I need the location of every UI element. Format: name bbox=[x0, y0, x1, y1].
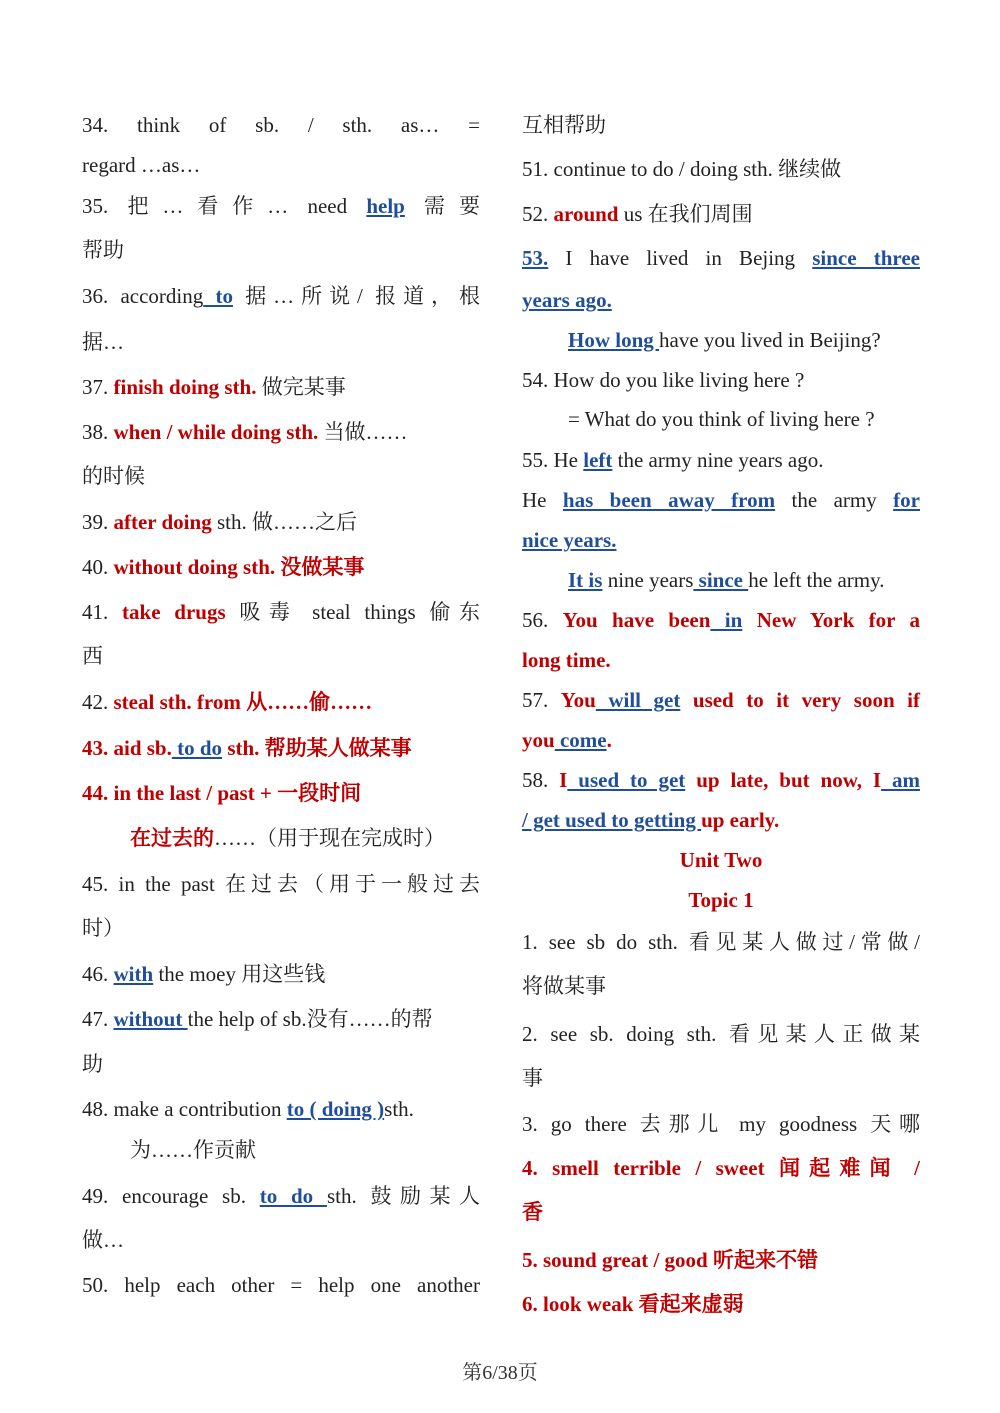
text-segment: 46. bbox=[82, 962, 114, 986]
text-segment: 据…所说/ 报道，根 bbox=[232, 284, 480, 308]
text-segment: come bbox=[554, 728, 607, 752]
text-segment: 57. bbox=[522, 688, 561, 712]
left-line bbox=[82, 869, 480, 899]
text-segment: us 在我们周围 bbox=[618, 202, 753, 226]
text-segment: I have lived in Bejing bbox=[548, 246, 813, 270]
text-segment: with bbox=[113, 962, 154, 986]
text-segment: I bbox=[559, 768, 568, 792]
text-segment: take drugs bbox=[122, 600, 226, 624]
text-segment: 互相帮助 bbox=[522, 113, 606, 137]
text-segment: 51. continue to do / doing sth. 继续做 bbox=[522, 157, 842, 181]
left-line bbox=[82, 1135, 480, 1165]
text-segment: since bbox=[693, 568, 749, 592]
text-segment: 48. make a contribution bbox=[82, 1097, 287, 1121]
right-line bbox=[522, 1063, 920, 1093]
text-segment: 56. bbox=[522, 608, 563, 632]
text-segment: 为……作贡献 bbox=[130, 1138, 256, 1162]
right-line bbox=[522, 927, 920, 957]
text-segment: regard …as… bbox=[82, 153, 201, 177]
text-segment: 西 bbox=[82, 644, 103, 668]
text-segment: 2. see sb. doing sth. 看见某人正做某 bbox=[522, 1022, 920, 1046]
text-segment: / get used to getting bbox=[522, 808, 702, 832]
left-line bbox=[82, 1094, 480, 1124]
left-line bbox=[82, 1225, 480, 1255]
text-segment: Topic 1 bbox=[688, 888, 754, 912]
right-line bbox=[522, 765, 920, 795]
right-line bbox=[522, 110, 920, 140]
right-line bbox=[522, 605, 920, 635]
right-line bbox=[522, 1019, 920, 1049]
right-line bbox=[522, 1109, 920, 1139]
text-segment: 53. bbox=[522, 246, 549, 270]
text-segment: sth. 鼓励某人 bbox=[326, 1184, 480, 1208]
text-segment: 49. encourage sb. bbox=[82, 1184, 260, 1208]
right-line bbox=[522, 1245, 920, 1275]
left-line bbox=[82, 823, 480, 853]
text-segment: will get bbox=[595, 688, 681, 712]
text-segment: 4. smell terrible / sweet 闻起难闻 / bbox=[522, 1156, 920, 1180]
left-line bbox=[82, 778, 480, 808]
text-segment: ……（用于现在完成时） bbox=[214, 826, 445, 850]
right-line bbox=[522, 1153, 920, 1183]
page-number: 第6/38页 bbox=[462, 1362, 538, 1384]
text-segment: sth. 帮助某人做某事 bbox=[222, 736, 412, 760]
text-segment: 帮助 bbox=[82, 238, 124, 262]
text-segment: 没做某事 bbox=[280, 555, 365, 579]
left-line bbox=[82, 110, 480, 140]
left-line bbox=[82, 191, 480, 221]
right-line bbox=[522, 1197, 920, 1227]
left-line bbox=[82, 1181, 480, 1211]
text-segment: 54. How do you like living here ? bbox=[522, 368, 805, 392]
text-segment: to do bbox=[171, 736, 223, 760]
left-line bbox=[82, 235, 480, 265]
text-segment: has been away from bbox=[562, 488, 776, 512]
left-line bbox=[82, 281, 480, 311]
right-line bbox=[522, 199, 920, 229]
right-line bbox=[522, 971, 920, 1001]
left-line bbox=[82, 1049, 480, 1079]
text-segment: after doing bbox=[113, 510, 212, 534]
right-line bbox=[522, 645, 920, 675]
text-segment: 45. in the past 在过去（用于一般过去 bbox=[82, 872, 480, 896]
left-line bbox=[82, 507, 480, 537]
text-segment: when / while doing sth. bbox=[113, 420, 319, 444]
text-segment: 36. according bbox=[82, 284, 204, 308]
right-line bbox=[522, 885, 920, 915]
text-segment: He bbox=[522, 488, 563, 512]
text-segment: 47. bbox=[82, 1007, 114, 1031]
left-line bbox=[82, 1270, 480, 1300]
text-segment: used to it very soon if bbox=[680, 688, 921, 712]
left-line bbox=[82, 913, 480, 943]
right-line bbox=[522, 404, 920, 434]
text-segment: 做… bbox=[82, 1228, 124, 1252]
text-segment: 需要 bbox=[404, 194, 480, 218]
text-segment: nice years. bbox=[522, 528, 617, 552]
left-line bbox=[82, 959, 480, 989]
text-segment: 当做…… bbox=[318, 420, 408, 444]
left-line bbox=[82, 733, 480, 763]
text-segment: 43. aid sb. bbox=[82, 736, 172, 760]
text-segment: New York for a bbox=[742, 608, 920, 632]
text-segment: 38. bbox=[82, 420, 114, 444]
text-segment: It is bbox=[568, 568, 603, 592]
left-line bbox=[82, 552, 480, 582]
text-segment: around bbox=[553, 202, 619, 226]
text-segment: 44. in the last / past + 一段时间 bbox=[82, 781, 362, 805]
text-segment: up late, but now, I bbox=[685, 768, 882, 792]
text-segment: 事 bbox=[522, 1066, 543, 1090]
right-line bbox=[522, 485, 920, 515]
right-line bbox=[522, 154, 920, 184]
text-segment: finish doing sth. bbox=[113, 375, 257, 399]
right-line bbox=[522, 243, 920, 273]
text-segment: 37. bbox=[82, 375, 114, 399]
right-line bbox=[522, 365, 920, 395]
left-line bbox=[82, 417, 480, 447]
left-line bbox=[82, 372, 480, 402]
left-line bbox=[82, 150, 480, 180]
text-segment: 时） bbox=[82, 916, 124, 940]
right-line bbox=[522, 285, 920, 315]
text-segment: 35. 把…看作… need bbox=[82, 194, 367, 218]
text-segment: 1. see sb do sth. 看见某人做过/常做/ bbox=[522, 930, 920, 954]
text-segment: 50. help each other = help one another bbox=[82, 1273, 480, 1297]
text-segment: without bbox=[113, 1007, 188, 1031]
text-segment: 41. bbox=[82, 600, 123, 624]
right-line bbox=[522, 565, 920, 595]
text-segment: 据… bbox=[82, 330, 124, 354]
left-line bbox=[82, 461, 480, 491]
left-line bbox=[82, 641, 480, 671]
text-segment: to bbox=[203, 284, 233, 308]
text-segment: he left the army. bbox=[748, 568, 885, 592]
right-line bbox=[522, 445, 920, 475]
right-line bbox=[522, 1289, 920, 1319]
text-segment: up early. bbox=[701, 808, 780, 832]
text-segment: used to get bbox=[567, 768, 686, 792]
right-line bbox=[522, 325, 920, 355]
text-segment: years ago. bbox=[522, 288, 612, 312]
right-line bbox=[522, 685, 920, 715]
left-line bbox=[82, 687, 480, 717]
text-segment: the army bbox=[775, 488, 894, 512]
text-segment: for bbox=[893, 488, 920, 512]
text-segment: 34. think of sb. / sth. as… = bbox=[82, 113, 480, 137]
text-segment: help bbox=[366, 194, 405, 218]
text-segment: 55. He bbox=[522, 448, 584, 472]
left-line bbox=[82, 327, 480, 357]
text-segment: 39. bbox=[82, 510, 114, 534]
text-segment: 58. bbox=[522, 768, 560, 792]
text-segment: How long bbox=[568, 328, 660, 352]
text-segment: 吸毒 steal things 偷东 bbox=[225, 600, 480, 624]
text-segment: = What do you think of living here ? bbox=[568, 407, 875, 431]
text-segment: to ( doing ) bbox=[286, 1097, 385, 1121]
right-line bbox=[522, 525, 920, 555]
text-segment: 做完某事 bbox=[256, 375, 346, 399]
text-segment: steal sth. from bbox=[113, 690, 241, 714]
text-segment: 5. sound great / good 听起来不错 bbox=[522, 1248, 818, 1272]
text-segment: without doing sth. bbox=[113, 555, 276, 579]
text-segment: 3. go there 去那儿 my goodness 天哪 bbox=[522, 1112, 920, 1136]
text-segment: . bbox=[606, 728, 612, 752]
text-segment: You bbox=[560, 688, 596, 712]
text-segment: the army nine years ago. bbox=[612, 448, 824, 472]
text-segment: 助 bbox=[82, 1052, 103, 1076]
text-segment: 在过去的 bbox=[130, 826, 214, 850]
right-line bbox=[522, 805, 920, 835]
text-segment: You have been bbox=[562, 608, 711, 632]
left-line bbox=[82, 1004, 480, 1034]
text-segment: Unit Two bbox=[679, 848, 763, 872]
text-segment: since three bbox=[812, 246, 920, 270]
text-segment: 6. look weak 看起来虚弱 bbox=[522, 1292, 744, 1316]
text-segment: the help of sb.没有……的帮 bbox=[187, 1007, 433, 1031]
text-segment: sth. bbox=[384, 1097, 414, 1121]
text-segment: have you lived in Beijing? bbox=[659, 328, 881, 352]
left-line bbox=[82, 597, 480, 627]
right-line bbox=[522, 725, 920, 755]
text-segment: 52. bbox=[522, 202, 554, 226]
text-segment: 的时候 bbox=[82, 464, 145, 488]
text-segment: am bbox=[881, 768, 921, 792]
text-segment: 香 bbox=[522, 1200, 543, 1224]
text-segment: long time. bbox=[522, 648, 611, 672]
text-segment: 40. bbox=[82, 555, 114, 579]
text-segment: you bbox=[522, 728, 555, 752]
text-segment: in bbox=[710, 608, 743, 632]
text-segment: 42. bbox=[82, 690, 114, 714]
text-segment: left bbox=[583, 448, 613, 472]
text-segment: sth. 做……之后 bbox=[211, 510, 357, 534]
text-segment: the moey 用这些钱 bbox=[153, 962, 326, 986]
text-segment: nine years bbox=[602, 568, 694, 592]
text-segment: 从……偷…… bbox=[246, 690, 373, 714]
text-segment: 将做某事 bbox=[522, 974, 606, 998]
text-segment: to do bbox=[259, 1184, 327, 1208]
right-line bbox=[522, 845, 920, 875]
